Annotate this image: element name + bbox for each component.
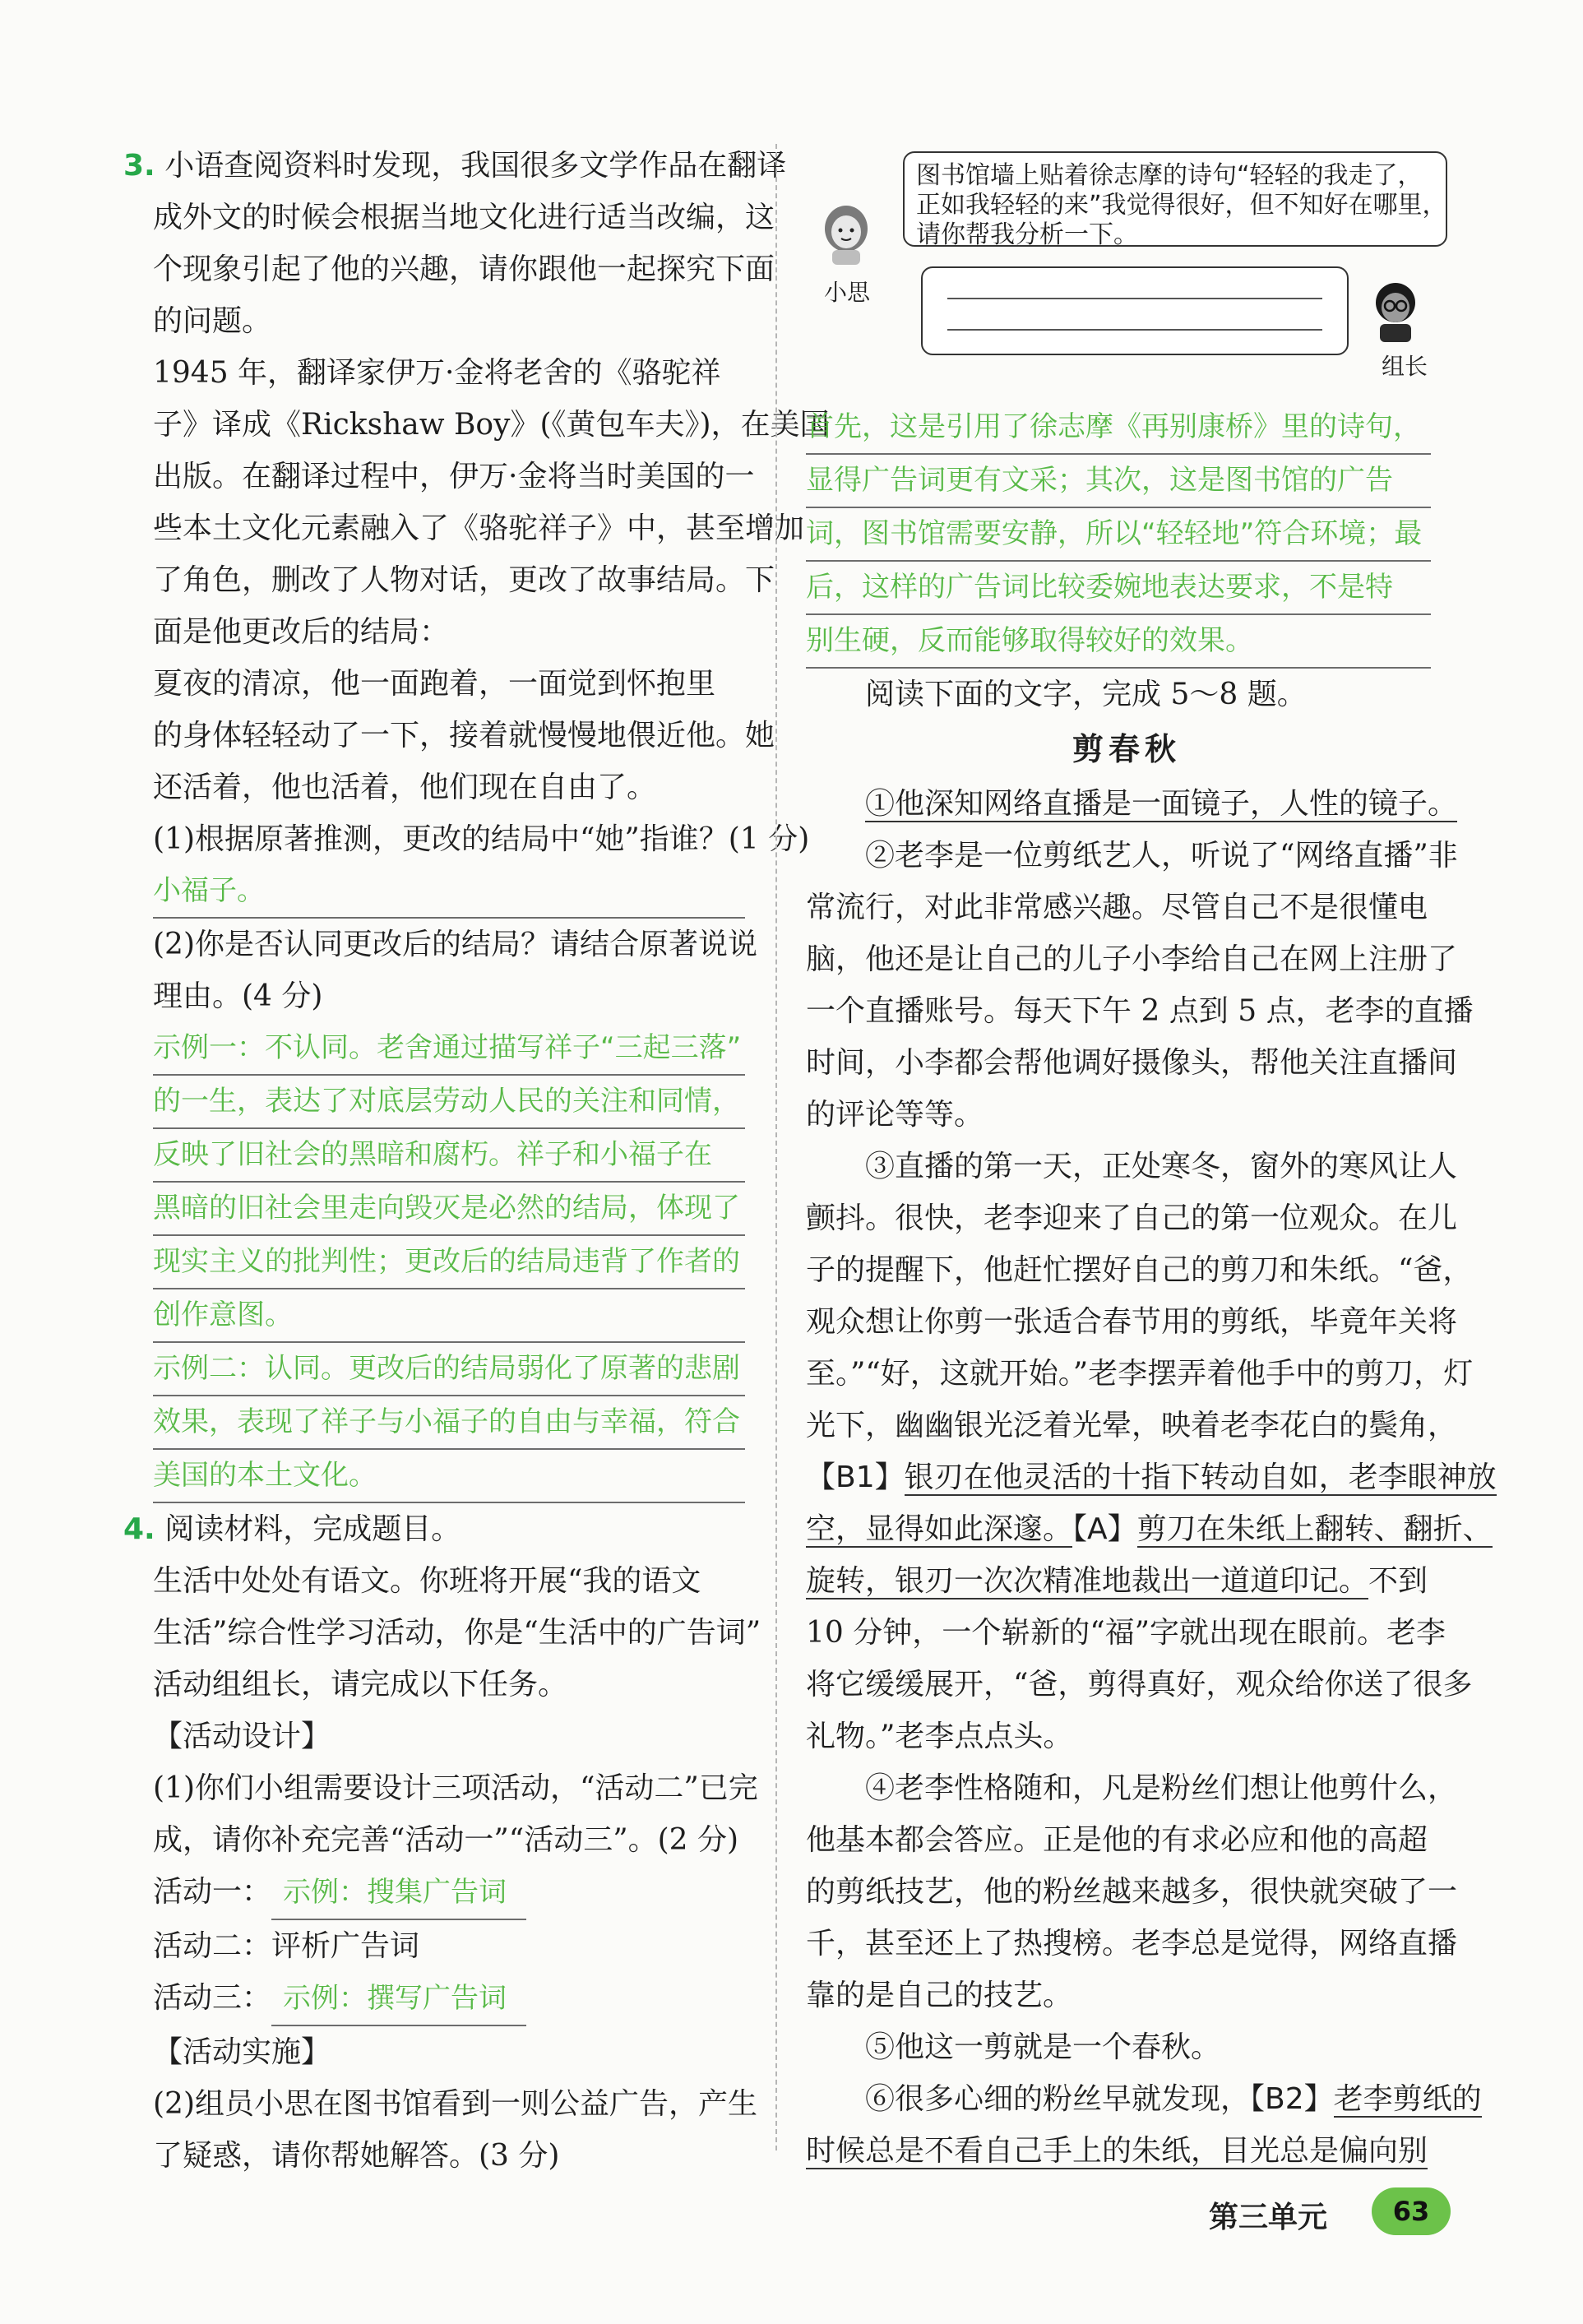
paragraph-3: 空，显得如此深邃。【A】剪刀在朱纸上翻转、翻折、 xyxy=(806,1512,1493,1546)
paragraph-5: ⑤他这一剪就是一个春秋。 xyxy=(865,2030,1221,2064)
speech-bubble: 图书馆墙上贴着徐志摩的诗句“轻轻的我走了， 正如我轻轻的来”我觉得很好，但不知好在哪里， 请你帮我分析一下。 xyxy=(903,151,1447,247)
paragraph-2: 的评论等等。 xyxy=(806,1098,984,1132)
answer-2-line: 的一生，表达了对底层劳动人民的关注和同情， xyxy=(153,1076,745,1129)
paragraph-1: ①他深知网络直播是一面镜子，人性的镜子。 xyxy=(865,787,1458,821)
ending-line: 还活着，他也活着，他们现在自由了。 xyxy=(153,771,657,804)
paragraph-3: 旋转，银刃一次次精准地裁出一道道印记。不到 xyxy=(806,1564,1428,1598)
activity-1-answer: 示例：搜集广告词 xyxy=(283,1876,507,1909)
ending-line: 的身体轻轻动了一下，接着就慢慢地偎近他。她 xyxy=(153,719,775,752)
activity-3: 活动三： 示例：撰写广告词 xyxy=(123,1972,748,2026)
activity-3-answer: 示例：撰写广告词 xyxy=(283,1982,507,2015)
activity-1: 活动一： 示例：搜集广告词 xyxy=(123,1866,748,1920)
design-question: (1)你们小组需要设计三项活动，“活动二”已完 xyxy=(153,1771,758,1805)
answer-2-line: 效果，表现了祥子与小福子的自由与幸福，符合 xyxy=(153,1396,745,1450)
girl-avatar-icon xyxy=(817,201,875,266)
dialogue-figure xyxy=(806,140,1447,401)
paragraph-3: 10 分钟，一个崭新的“福”字就出现在眼前。老李 xyxy=(806,1616,1446,1650)
paragraph-4: 的剪纸技艺，他的粉丝越来越多，很快就突破了一 xyxy=(806,1875,1458,1909)
left-column xyxy=(123,140,830,2182)
paragraph-3: 子的提醒下，他赶忙摆好自己的剪刀和朱纸。“爸， xyxy=(806,1253,1473,1287)
page-number: 63 xyxy=(1372,2187,1451,2235)
answer-2-line: 黑暗的旧社会里走向毁灭是必然的结局，体现了 xyxy=(153,1183,745,1236)
q4-intro-line: 活动组组长，请完成以下任务。 xyxy=(153,1668,568,1701)
paragraph-3: 光下，幽幽银光泛着光晕，映着老李花白的鬓角， xyxy=(806,1409,1458,1442)
q4-intro-line: 生活”综合性学习活动，你是“生活中的广告词” xyxy=(153,1616,761,1650)
paragraph-4: 他基本都会答应。正是他的有求必应和他的高超 xyxy=(806,1823,1428,1857)
answer-2-line: 现实主义的批判性；更改后的结局违背了作者的 xyxy=(153,1236,745,1289)
q3-line: 成外文的时候会根据当地文化进行适当改编，这 xyxy=(153,201,775,234)
answer-2-line: 示例二：认同。更改后的结局弱化了原著的悲剧 xyxy=(153,1343,745,1396)
paragraph-3: 礼物。”老李点点头。 xyxy=(806,1720,1073,1753)
paragraph-4: 千，甚至还上了热搜榜。老李总是觉得，网络直播 xyxy=(806,1927,1458,1961)
design-heading: 【活动设计】 xyxy=(153,1720,331,1753)
answer-2-line: 反映了旧社会的黑暗和腐朽。祥子和小福子在 xyxy=(153,1129,745,1183)
q4-intro-line: 生活中处处有语文。你班将开展“我的语文 xyxy=(153,1564,701,1598)
paragraph-2: 脑，他还是让自己的儿子小李给自己在网上注册了 xyxy=(806,942,1458,976)
material-line: 面是他更改后的结局： xyxy=(153,615,450,649)
q3-line: 个现象引起了他的兴趣，请你跟他一起探究下面 xyxy=(153,252,775,286)
material-line: 了角色，删改了人物对话，更改了故事结局。下 xyxy=(153,563,775,597)
unit-label: 第三单元 xyxy=(1209,2201,1328,2234)
column-divider xyxy=(775,144,777,2150)
tag-a: 【A】 xyxy=(1072,1512,1137,1546)
answer-1: 小福子。 xyxy=(153,865,745,919)
paragraph-3: 颤抖。很快，老李迎来了自己的第一位观众。在儿 xyxy=(806,1201,1458,1235)
paragraph-2: 常流行，对此非常感兴趣。尽管自己不是很懂电 xyxy=(806,891,1428,924)
paragraph-4: 靠的是自己的技艺。 xyxy=(806,1979,1073,2012)
paragraph-3: 将它缓缓展开，“爸，剪得真好，观众给你送了很多 xyxy=(806,1668,1473,1701)
impl-heading: 【活动实施】 xyxy=(153,2035,331,2069)
answer-2-line: 示例一：不认同。老舍通过描写祥子“三起三落” xyxy=(153,1022,745,1076)
activity-3-blank xyxy=(271,1972,526,2026)
q4-line: 4. 阅读材料，完成题目。 xyxy=(123,1512,461,1546)
ending-line: 夏夜的清凉，他一面跑着，一面觉到怀抱里 xyxy=(153,667,716,701)
material-line: 出版。在翻译过程中，伊万·金将当时美国的一 xyxy=(153,460,755,493)
reading-instruction: 阅读下面的文字，完成 5～8 题。 xyxy=(865,678,1307,711)
question-number: 3. xyxy=(123,149,155,183)
paragraph-2: ②老李是一位剪纸艺人，听说了“网络直播”非 xyxy=(865,839,1458,873)
activity-1-blank xyxy=(271,1866,526,1920)
dialog-answer-line: 首先，这是引用了徐志摩《再别康桥》里的诗句， xyxy=(806,401,1431,455)
dialog-answer-line: 别生硬，反而能够取得较好的效果。 xyxy=(806,615,1431,669)
speaker-2-name: 组长 xyxy=(1382,353,1428,380)
material-line: 子》译成《Rickshaw Boy》(《黄包车夫》)，在美国 xyxy=(153,408,830,442)
paragraph-3: 至。”“好，这就开始。”老李摆弄着他手中的剪刀，灯 xyxy=(806,1357,1474,1391)
answer-2-line: 美国的本土文化。 xyxy=(153,1450,745,1503)
speaker-1-name: 小思 xyxy=(824,279,871,306)
material-line: 些本土文化元素融入了《骆驼祥子》中，甚至增加 xyxy=(153,512,805,545)
tag-b1: 【B1】 xyxy=(806,1461,905,1494)
paragraph-2: 时间，小李都会帮他调好摄像头，帮他关注直播间 xyxy=(806,1046,1458,1080)
paragraph-4: ④老李性格随和，凡是粉丝们想让他剪什么， xyxy=(865,1771,1458,1805)
dialog-answer-line: 显得广告词更有文采；其次，这是图书馆的广告 xyxy=(806,455,1431,508)
answer-bubble xyxy=(921,266,1349,355)
paragraph-3: 【B1】银刃在他灵活的十指下转动自如，老李眼神放 xyxy=(806,1461,1497,1494)
tag-b2: 【B2】 xyxy=(1250,2082,1334,2116)
activity-2: 活动二：评析广告词 xyxy=(153,1929,420,1963)
paragraph-6: ⑥很多心细的粉丝早就发现，【B2】老李剪纸的 xyxy=(865,2082,1482,2116)
sub-question-2: 理由。(4 分) xyxy=(153,979,323,1013)
sub-question-1: (1)根据原著推测，更改的结局中“她”指谁？(1 分) xyxy=(153,822,810,856)
dialog-answer-line: 词，图书馆需要安静，所以“轻轻地”符合环境；最 xyxy=(806,508,1431,562)
q3-line: 的问题。 xyxy=(153,304,272,338)
impl-question: (2)组员小思在图书馆看到一则公益广告，产生 xyxy=(153,2087,757,2121)
material-line: 1945 年，翻译家伊万·金将老舍的《骆驼祥 xyxy=(153,356,721,390)
q3-line: 3. 小语查阅资料时发现，我国很多文学作品在翻译 xyxy=(123,149,787,183)
dialog-answer-line: 后，这样的广告词比较委婉地表达要求，不是特 xyxy=(806,562,1431,615)
boy-avatar-icon xyxy=(1367,278,1424,344)
paragraph-3: 观众想让你剪一张适合春节用的剪纸，毕竟年关将 xyxy=(806,1305,1458,1339)
impl-question: 了疑惑，请你帮她解答。(3 分) xyxy=(153,2139,560,2173)
sub-question-2: (2)你是否认同更改后的结局？请结合原著说说 xyxy=(153,928,757,961)
passage-title: 剪春秋 xyxy=(1072,731,1181,767)
answer-2-line: 创作意图。 xyxy=(153,1289,745,1343)
paragraph-3: ③直播的第一天，正处寒冬，窗外的寒风让人 xyxy=(865,1150,1458,1183)
right-column xyxy=(806,140,1497,2177)
question-number: 4. xyxy=(123,1512,155,1546)
paragraph-6: 时候总是不看自己手上的朱纸，目光总是偏向别 xyxy=(806,2134,1428,2168)
paragraph-2: 一个直播账号。每天下午 2 点到 5 点，老李的直播 xyxy=(806,994,1474,1028)
design-question: 成，请你补充完善“活动一”“活动三”。(2 分) xyxy=(153,1823,739,1857)
